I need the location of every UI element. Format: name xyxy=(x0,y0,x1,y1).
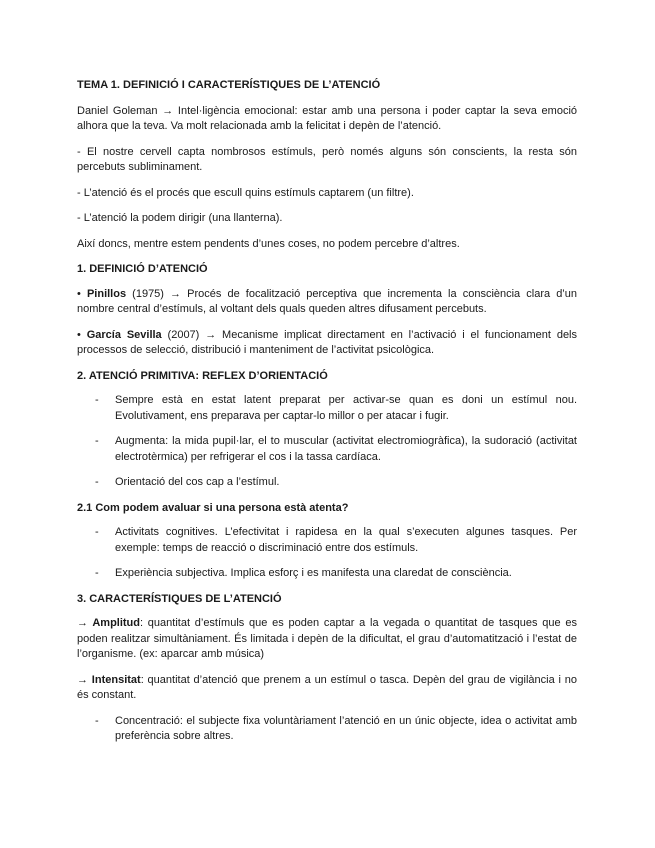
list-item xyxy=(77,525,577,556)
definition-garcia-sevilla-text: (2007) → Mecanisme implicat directament en l’activació i el funcionament dels processos de selecció, distribució i manteniment de l’activitat psicològica. xyxy=(77,328,577,356)
section-2-1-heading: 2.1 Com podem avaluar si una persona està atenta? xyxy=(77,501,349,514)
section-3-list xyxy=(77,714,577,745)
list-item xyxy=(77,393,577,424)
dash-mark: - xyxy=(95,394,99,406)
list-item-text: Orientació del cos cap a l’estímul. xyxy=(115,476,280,488)
definition-pinillos xyxy=(77,287,577,318)
list-item-text: Sempre està en estat latent preparat per activar-se quan es doni un estímul nou. Evolutivament, ens preparava per captar-lo millor o per atacar i fugir. xyxy=(115,394,577,422)
document-page xyxy=(77,78,577,755)
definition-garcia-sevilla xyxy=(77,328,577,359)
dash-mark: - xyxy=(95,435,99,447)
definition-pinillos-text: (1975) → Procés de focalització perceptiva que incrementa la consciència clara d’un nombre central d’estímuls, al voltant dels quals queden altres difusament percebuts. xyxy=(77,287,577,315)
intro-conclusion-paragraph: Així doncs, mentre estem pendents d’unes coses, no podem percebre d’altres. xyxy=(77,237,460,250)
list-item xyxy=(77,434,577,465)
amplitud-paragraph xyxy=(77,616,577,663)
intro-goleman-paragraph: Daniel Goleman → Intel·ligència emocional: estar amb una persona i poder captar la seva emoció alhora que la teva. Va molt relacionada amb la felicitat i depèn de l’atenció. xyxy=(77,104,577,132)
intensitat-label: → Intensitat xyxy=(77,673,141,686)
list-item-text: Concentració: el subjecte fixa voluntàriament l’atenció en un únic objecte, idea o activitat amb preferència sobre altres. xyxy=(115,714,577,742)
intro-flashlight-paragraph: - L’atenció la podem dirigir (una llanterna). xyxy=(77,212,283,224)
author-pinillos: Pinillos xyxy=(86,287,127,300)
amplitud-label: → Amplitud xyxy=(77,617,140,629)
section-3-heading: 3. CARACTERÍSTIQUES DE L’ATENCIÓ xyxy=(77,592,282,605)
intensitat-text: : quantitat d’atenció que prenem a un estímul o tasca. Depèn del grau de vigilància i no és constant. xyxy=(77,673,577,701)
bullet-mark: • xyxy=(77,287,81,300)
intensitat-paragraph xyxy=(77,673,577,704)
list-item xyxy=(77,566,577,582)
list-item-text: Augmenta: la mida pupil·lar, el to muscular (activitat electromiogràfica), la sudoració (activitat electrotèrmica) per refrigerar el cos i la tassa cardíaca. xyxy=(115,435,577,463)
intro-brain-paragraph: - El nostre cervell capta nombrosos estímuls, però només alguns són conscients, la resta són percebuts subliminament. xyxy=(77,145,577,173)
list-item-text: Experiència subjectiva. Implica esforç i es manifesta una claredat de consciència. xyxy=(115,567,512,579)
dash-mark: - xyxy=(95,526,99,538)
section-2-1-list xyxy=(77,525,577,582)
section-2-list xyxy=(77,393,577,491)
list-item xyxy=(77,475,577,491)
section-1-heading: 1. DEFINICIÓ D’ATENCIÓ xyxy=(77,263,208,275)
dash-mark: - xyxy=(95,476,99,488)
document-title: TEMA 1. DEFINICIÓ I CARACTERÍSTIQUES DE L’ATENCIÓ xyxy=(77,79,381,91)
list-item xyxy=(77,714,577,745)
list-item-text: Activitats cognitives. L’efectivitat i rapidesa en la qual s’executen algunes tasques. Per exemple: temps de reacció o discriminació entre dos estímuls. xyxy=(115,526,577,554)
dash-mark: - xyxy=(95,567,99,579)
intro-filter-paragraph: - L’atenció és el procés que escull quins estímuls captarem (un filtre). xyxy=(77,186,414,199)
bullet-mark: • xyxy=(77,328,81,341)
dash-mark: - xyxy=(95,714,99,727)
amplitud-text: : quantitat d’estímuls que es poden captar a la vegada o quantitat de tasques que es poden realitzar simultàniament. És limitada i depèn de la dificultat, el grau d’automatització i l’estat de l’organisme. (ex: aparcar amb música) xyxy=(77,617,577,660)
author-garcia-sevilla: García Sevilla xyxy=(86,328,162,341)
section-2-heading: 2. ATENCIÓ PRIMITIVA: REFLEX D’ORIENTACIÓ xyxy=(77,369,328,382)
